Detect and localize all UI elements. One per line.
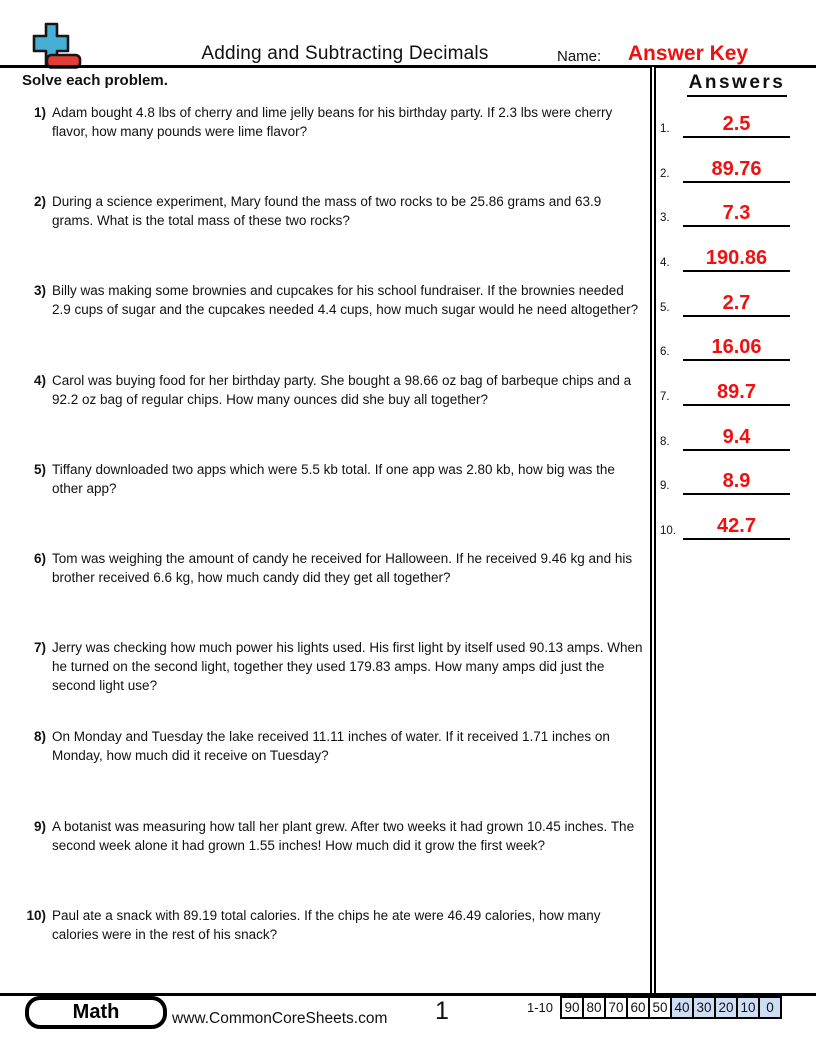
- problem-text: During a science experiment, Mary found the mass of two rocks to be 25.86 grams and 63.9 grams. What is the total mass of these two rocks?: [52, 194, 602, 229]
- answer-number: 3.: [660, 212, 670, 225]
- problem-text: A botanist was measuring how tall her plant grew. After two weeks it had grown 10.45 inches. The second week alone it had grown 1.55 inches! How much did it grow the first week?: [52, 818, 635, 853]
- problem-item: [20, 103, 648, 192]
- problem-number: 5): [33, 461, 46, 477]
- problem-number: 1): [33, 105, 46, 120]
- answer-row: [657, 93, 816, 138]
- score-cell: 30: [692, 996, 716, 1019]
- problem-text: Jerry was checking how much power his lights used. His first light by itself used 90.13 amps. When he turned on the second light, together they used 179.83 amps. How many amps did just the second light use?: [52, 640, 643, 694]
- problem-item: [20, 281, 648, 370]
- score-cell: 90: [560, 996, 584, 1019]
- problem-item: [20, 371, 648, 460]
- answer-number: 4.: [660, 256, 670, 269]
- problem-number: 7): [33, 640, 46, 656]
- page-number: 1: [435, 997, 449, 1025]
- answer-row: [657, 451, 816, 496]
- problem-item: [20, 460, 648, 549]
- answer-value: 9.4: [722, 425, 751, 448]
- answer-row: [657, 183, 816, 228]
- answer-row: [657, 406, 816, 451]
- answer-value: 42.7: [717, 514, 756, 537]
- problem-text: Adam bought 4.8 lbs of cherry and lime jelly beans for his birthday party. If 2.3 lbs were cherry flavor, how many pounds were lime flavor?: [52, 105, 613, 139]
- answers-list: [657, 93, 816, 539]
- answer-value: 89.76: [711, 157, 762, 180]
- answer-value: 8.9: [722, 470, 751, 493]
- problems-list: [20, 103, 648, 995]
- answer-number: 7.: [660, 390, 670, 403]
- problem-number: 2): [33, 194, 46, 210]
- score-cell: 10: [736, 996, 760, 1019]
- answer-row: [657, 361, 816, 406]
- answer-row: [657, 317, 816, 362]
- answer-number: 9.: [660, 480, 670, 493]
- website-url: www.CommonCoreSheets.com: [172, 1010, 388, 1027]
- answer-row: [657, 138, 816, 183]
- score-cell: 70: [604, 996, 628, 1019]
- answer-number: 2.: [660, 167, 670, 180]
- problem-item: [20, 817, 648, 906]
- problem-text: Paul ate a snack with 89.19 total calories. If the chips he ate were 46.49 calories, how many calories were in the rest of his snack?: [52, 907, 601, 942]
- answer-value: 2.5: [722, 113, 751, 136]
- problem-number: 8): [33, 729, 46, 745]
- answer-row: [657, 227, 816, 272]
- answer-blank-line: [683, 538, 790, 540]
- problem-text: Carol was buying food for her birthday party. She bought a 98.66 oz bag of barbeque chips and a 92.2 oz bag of regular chips. How many ounces did she buy all together?: [52, 372, 632, 407]
- answer-value: 7.3: [722, 202, 751, 225]
- score-range-label: 1-10: [527, 1000, 554, 1015]
- answer-key-text: Answer Key: [627, 42, 749, 65]
- answer-number: 10.: [660, 524, 676, 537]
- header-divider-line: [0, 65, 816, 68]
- answer-value: 190.86: [705, 246, 768, 269]
- score-cell: 0: [758, 996, 782, 1019]
- subject-badge-label: Math: [29, 1000, 163, 1025]
- problem-number: 4): [33, 372, 46, 388]
- answer-number: 8.: [660, 435, 670, 448]
- column-divider-line: [650, 67, 656, 994]
- problem-number: 6): [33, 550, 46, 566]
- problem-text: Tiffany downloaded two apps which were 5.5 kb total. If one app was 2.80 kb, how big was the other app?: [52, 461, 615, 496]
- answer-value: 16.06: [711, 336, 762, 359]
- score-cell: 60: [626, 996, 650, 1019]
- answers-title: Answers: [687, 72, 788, 97]
- answer-value: 2.7: [722, 291, 751, 314]
- problem-text: On Monday and Tuesday the lake received 11.11 inches of water. If it received 1.71 inches on Monday, how much did it receive on Tuesday?: [52, 729, 610, 764]
- answer-number: 6.: [660, 346, 670, 359]
- score-table: [527, 996, 782, 1019]
- name-label: Name:: [557, 48, 602, 65]
- answer-row: [657, 272, 816, 317]
- score-cell: 20: [714, 996, 738, 1019]
- problem-number: 9): [33, 818, 46, 834]
- problem-item: [20, 727, 648, 816]
- problem-item: [20, 549, 648, 638]
- score-cells: [560, 996, 782, 1019]
- problem-number: 3): [33, 283, 46, 299]
- problem-item: [20, 906, 648, 995]
- answer-number: 1.: [660, 123, 670, 136]
- problem-item: [20, 192, 648, 281]
- problem-text: Tom was weighing the amount of candy he received for Halloween. If he received 9.46 kg and his brother received 6.6 kg, how much candy did they get all together?: [52, 550, 633, 585]
- problem-text: Billy was making some brownies and cupcakes for his school fundraiser. If the brownies needed 2.9 cups of sugar and the cupcakes needed 4.4 cups, how much sugar would he need altogether?: [52, 283, 639, 318]
- score-cell: 80: [582, 996, 606, 1019]
- worksheet-title: Adding and Subtracting Decimals: [201, 43, 489, 64]
- answer-value: 89.7: [717, 380, 756, 403]
- score-cell: 40: [670, 996, 694, 1019]
- answer-number: 5.: [660, 301, 670, 314]
- score-cell: 50: [648, 996, 672, 1019]
- problem-number: 10): [26, 907, 46, 923]
- instructions-text: Solve each problem.: [22, 72, 168, 89]
- subject-badge: [25, 996, 167, 1029]
- answer-row: [657, 495, 816, 540]
- problem-item: [20, 638, 648, 727]
